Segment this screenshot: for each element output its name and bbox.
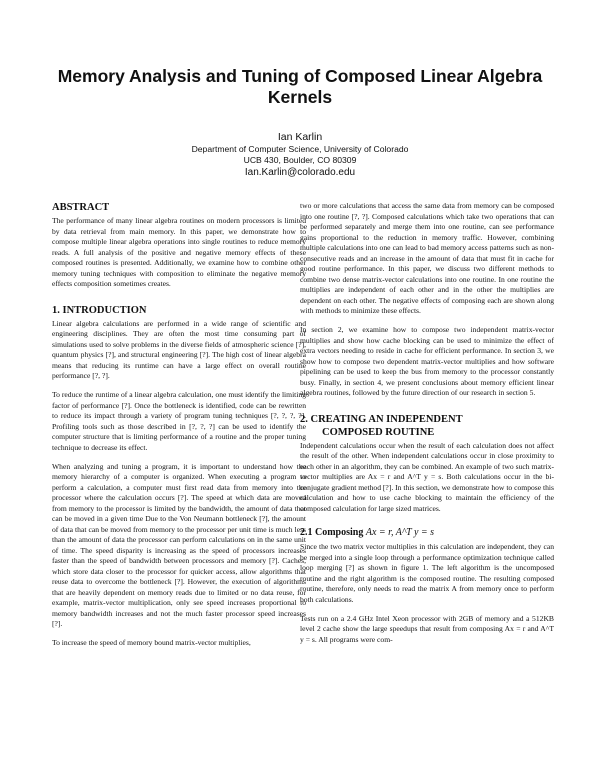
subsection-heading [300, 526, 554, 539]
section2-paragraph: Independent calculations occur when the result of each calculation does not affect the result of the other. When independent calculations occur in close proximity to each other in an algorithm, they can be combined. An example of two such matrix-vector multiplies are Ax = r and A^T y = s. Both calculations occur in the bi-conjugate gradient method [?]. In this section, we demonstrate how to compose this calculation and how to use cache blocking to maintain the efficiency of the composed calculation for large sized matrices. [300, 440, 554, 513]
author-block [100, 130, 500, 179]
intro-paragraph: Linear algebra calculations are performed in a wide range of scientific and engineering disciplines. They are often the most time consuming part of simulations used to solve problems in the diverse fields of atmospheric science [?], quantum physics [?], and structural engineering [?]. The high cost of linear algebra means that reducing its runtime can have a large effect on overall routine performance [?, ?]. [52, 318, 306, 380]
body-paragraph: two or more calculations that access the same data from memory can be composed into one routine [?, ?]. Composed calculations which take two operations that can be performed separately and merge them into one routine, can see performance gains proportional to the reduction in memory traffic. However, combining multiple calculations into one can lead to bad memory access patterns such as non-consecutive reads and an increase in the amount of data that must fit in cache for good routine performance. In this paper, we discuss two different methods to combine two dense matrix-vector calculations into one routine. In one routine the multiplies are independent of each other and in the other the multiplies are dependent on each other. The negative effects of composing each are shown along with methods to minimize these effects. [300, 201, 554, 315]
author-email: Ian.Karlin@colorado.edu [244, 167, 356, 178]
section2-heading-continued: COMPOSED ROUTINE [322, 426, 435, 438]
subsection-label: 2.1 Composing [300, 527, 364, 538]
intro-paragraph: To reduce the runtime of a linear algebra calculation, one must identify the limiting factor of performance [?]. Once the bottleneck is identified, code can be rewritten to reduce its impact through a variety of program tuning techniques [?, ?, ?, ?]. Profiling tools such as those described in [?, ?, ?] can be used to identify the computer structure that is limiting performance of a routine and the proper tuning technique to decrease its effect. [52, 390, 306, 452]
paper-title: Memory Analysis and Tuning of Composed Linear Algebra Kernels [57, 66, 543, 107]
intro-paragraph: To increase the speed of memory bound matrix-vector multiplies, [52, 638, 251, 647]
subsection-math: Ax = r, A^T y = s [365, 527, 435, 538]
intro-paragraph: When analyzing and tuning a program, it is important to understand how the memory hierarchy of a computer is organized. When executing a program to perform a calculation, a computer must first read data from memory into the processor where the calculation occurs [?]. The speed at which data are moved from memory to the processor is limited by the bandwidth, the amount of data that can be moved in a given time Due to the Von Neumann bottleneck [?], the amount of data that can be moved from memory to the processor per unit time is much less than the amount of data the processor can perform calculations on in the same unit of time. The speed disparity is increasing as the speed of processors increases faster than the speed of bandwidth between processors and memory [?]. Caches, which store data closer to the processor for quicker access, allow algorithms that reuse data to overcome the bottleneck [?]. However, the execution of algorithms that are heavily dependent on memory reads due to limited or no data reuse, for example, matrix-vector multiplication, only see speed increases proportional to memory bandwidth increases and not the much faster processor speed increases [?]. [52, 461, 306, 628]
right-column [300, 201, 554, 654]
abstract-text: The performance of many linear algebra routines on modern processors is limited by data retrieval from main memory. In this paper, we demonstrate how to compose multiple linear algebra operations into single routines to reduce memory reads. A full analysis of the positive and negative memory effects of these composed routines is presented. Additionally, we examine how to combine other memory tuning techniques with composition to eliminate the negative memory effects composition sometimes creates. [52, 216, 306, 288]
subsection-paragraph: Since the two matrix vector multiplies in this calculation are independent, they can be merged into a single loop through a performance optimization technique called loop merging [?] as shown in figure 1. The left algorithm is the uncomposed routine and the right algorithm is the composed routine. The resulting composed routine, therefore, only needs to read the matrix A from memory once to perform both calculations. [300, 542, 554, 604]
author-department: Department of Computer Science, University of Colorado [191, 144, 409, 154]
author-address: UCB 430, Boulder, CO 80309 [243, 155, 357, 165]
section2-heading: 2. CREATING AN INDEPENDENT [300, 413, 463, 425]
author-name: Ian Karlin [277, 131, 323, 143]
left-column [52, 201, 306, 657]
body-paragraph: In section 2, we examine how to compose two independent matrix-vector multiplies and show how cache blocking can be used to minimize the effect of extra vectors needing to reside in cache for efficient performance. In section 3, we show how to compose two dependent matrix-vector multiplies and how software pipelining can be used to keep the bus from memory to the processor constantly busy. Finally, in section 4, we present conclusions about memory efficient linear algebra routines, followed by the future direction of our research in section 5. [300, 325, 554, 397]
subsection-paragraph: Tests run on a 2.4 GHz Intel Xeon processor with 2GB of memory and a 512KB level 2 cache show the large speedups that result from composing Ax = r and A^T y = s. All programs were com- [300, 613, 554, 644]
introduction-heading: 1. INTRODUCTION [52, 304, 147, 316]
abstract-heading: ABSTRACT [52, 202, 110, 213]
